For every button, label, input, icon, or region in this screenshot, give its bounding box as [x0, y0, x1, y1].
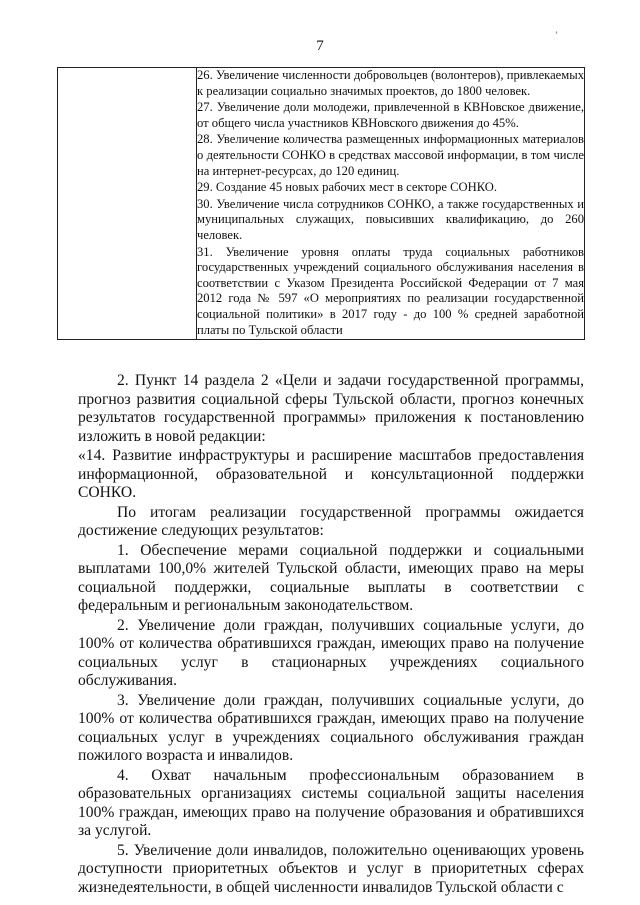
result-item-31: 31. Увеличение уровня оплаты труда социальных работников государственных учреждений социального обслуживания населения в соответствии с Указом Президента Российской Федерации от 7 мая 2012 года № 597 «О мероприятиях по реализации государственной социальной политики» в 2017 году - до 100 % средней заработной платы по Тульской области — [197, 244, 584, 337]
paragraph-item-14: «14. Развитие инфраструктуры и расширение масштабов предоставления информационной, образовательной и консультационной поддержки СОНКО. — [78, 447, 584, 501]
paragraph-amendment: 2. Пункт 14 раздела 2 «Цели и задачи государственной программы, прогноз развития социальной сферы Тульской области, прогноз конечных результатов государственной программы» приложения к постановлению изложить в новой редакции: — [78, 372, 584, 445]
scan-mark: ’ — [555, 30, 558, 40]
table-right-cell — [197, 68, 585, 340]
results-table — [57, 67, 585, 340]
table-row — [58, 68, 585, 340]
result-item-29: 29. Создание 45 новых рабочих мест в секторе СОНКО. — [197, 180, 498, 195]
table-left-cell — [58, 68, 197, 340]
paragraph-result-5: 5. Увеличение доли инвалидов, положительно оценивающих уровень доступности приоритетных объектов и услуг в приоритетных сферах жизнедеятельности, в общей численности инвалидов Тульской области с — [78, 841, 584, 896]
result-item-28: 28. Увеличение количества размещенных информационных материалов о деятельности СОНКО в средствах массовой информации, в том числе на интернет-ресурсах, до 120 единиц. — [197, 132, 584, 178]
body-text — [78, 372, 584, 898]
result-item-27: 27. Увеличение доли молодежи, привлеченной в КВНовское движение, от общего числа участников КВНовского движения до 45%. — [197, 100, 584, 130]
paragraph-result-1: 1. Обеспечение мерами социальной поддержки и социальными выплатами 100,0% жителей Тульской области, имеющих право на меры социальной поддержки, социальные выплаты в соответствии с федеральным и региональным законодательством. — [78, 541, 584, 614]
paragraph-result-3: 3. Увеличение доли граждан, получивших социальные услуги, до 100% от количества обратившихся граждан, имеющих право на получение социальных услуг в учреждениях социального обслуживания граждан пожилого возраста и инвалидов. — [78, 691, 584, 764]
result-item-30: 30. Увеличение числа сотрудников СОНКО, а также государственных и муниципальных служащих, повысивших квалификацию, до 260 человек. — [197, 196, 584, 242]
page-number: 7 — [316, 38, 324, 54]
paragraph-results-intro: По итогам реализации государственной программы ожидается достижение следующих результатов: — [78, 503, 584, 539]
paragraph-result-2: 2. Увеличение доли граждан, получивших социальные услуги, до 100% от количества обратившихся граждан, имеющих право на получение социальных услуг в стационарных учреждениях социального обслуживания. — [78, 616, 584, 689]
paragraph-result-4: 4. Охват начальным профессиональным образованием в образовательных организациях системы социальной защиты населения 100% граждан, имеющих право на получение образования и обратившихся за услугой. — [78, 766, 584, 839]
result-item-26: 26. Увеличение численности добровольцев (волонтеров), привлекаемых к реализации социально значимых проектов, до 1800 человек. — [197, 68, 584, 98]
